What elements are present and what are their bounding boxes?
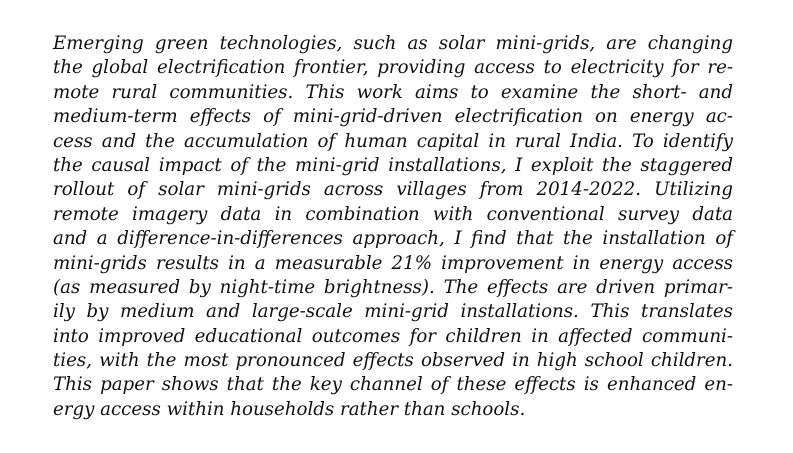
abstract-line: medium-term effects of mini-grid-driven electrification on energy ac- (53, 106, 733, 128)
abstract-line: ergy access within households rather than schools. (53, 398, 526, 420)
abstract-line: mini-grids results in a measurable 21% improvement in energy access (53, 252, 733, 274)
abstract-line: into improved educational outcomes for children in affected communi- (53, 325, 733, 347)
abstract-line: mote rural communities. This work aims to examine the short- and (53, 81, 733, 103)
abstract-line: and a difference-in-differences approach, I find that the installation of (53, 228, 733, 250)
abstract-line: the causal impact of the mini-grid installations, I exploit the staggered (53, 154, 733, 176)
abstract-line: ily by medium and large-scale mini-grid installations. This translates (53, 301, 733, 323)
abstract-line: (as measured by night-time brightness). The effects are driven primar- (53, 276, 733, 298)
abstract-line: cess and the accumulation of human capital in rural India. To identify (53, 130, 733, 152)
abstract-line: ties, with the most pronounced effects observed in high school children. (53, 350, 733, 372)
abstract-line: This paper shows that the key channel of these effects is enhanced en- (53, 374, 733, 396)
abstract-line: Emerging green technologies, such as solar mini-grids, are changing (53, 33, 733, 54)
abstract-paragraph (53, 32, 733, 422)
abstract-line: rollout of solar mini-grids across villages from 2014-2022. Utilizing (53, 179, 733, 201)
abstract-line: the global electrification frontier, providing access to electricity for re- (53, 57, 733, 79)
abstract-line: remote imagery data in combination with conventional survey data (53, 203, 733, 225)
